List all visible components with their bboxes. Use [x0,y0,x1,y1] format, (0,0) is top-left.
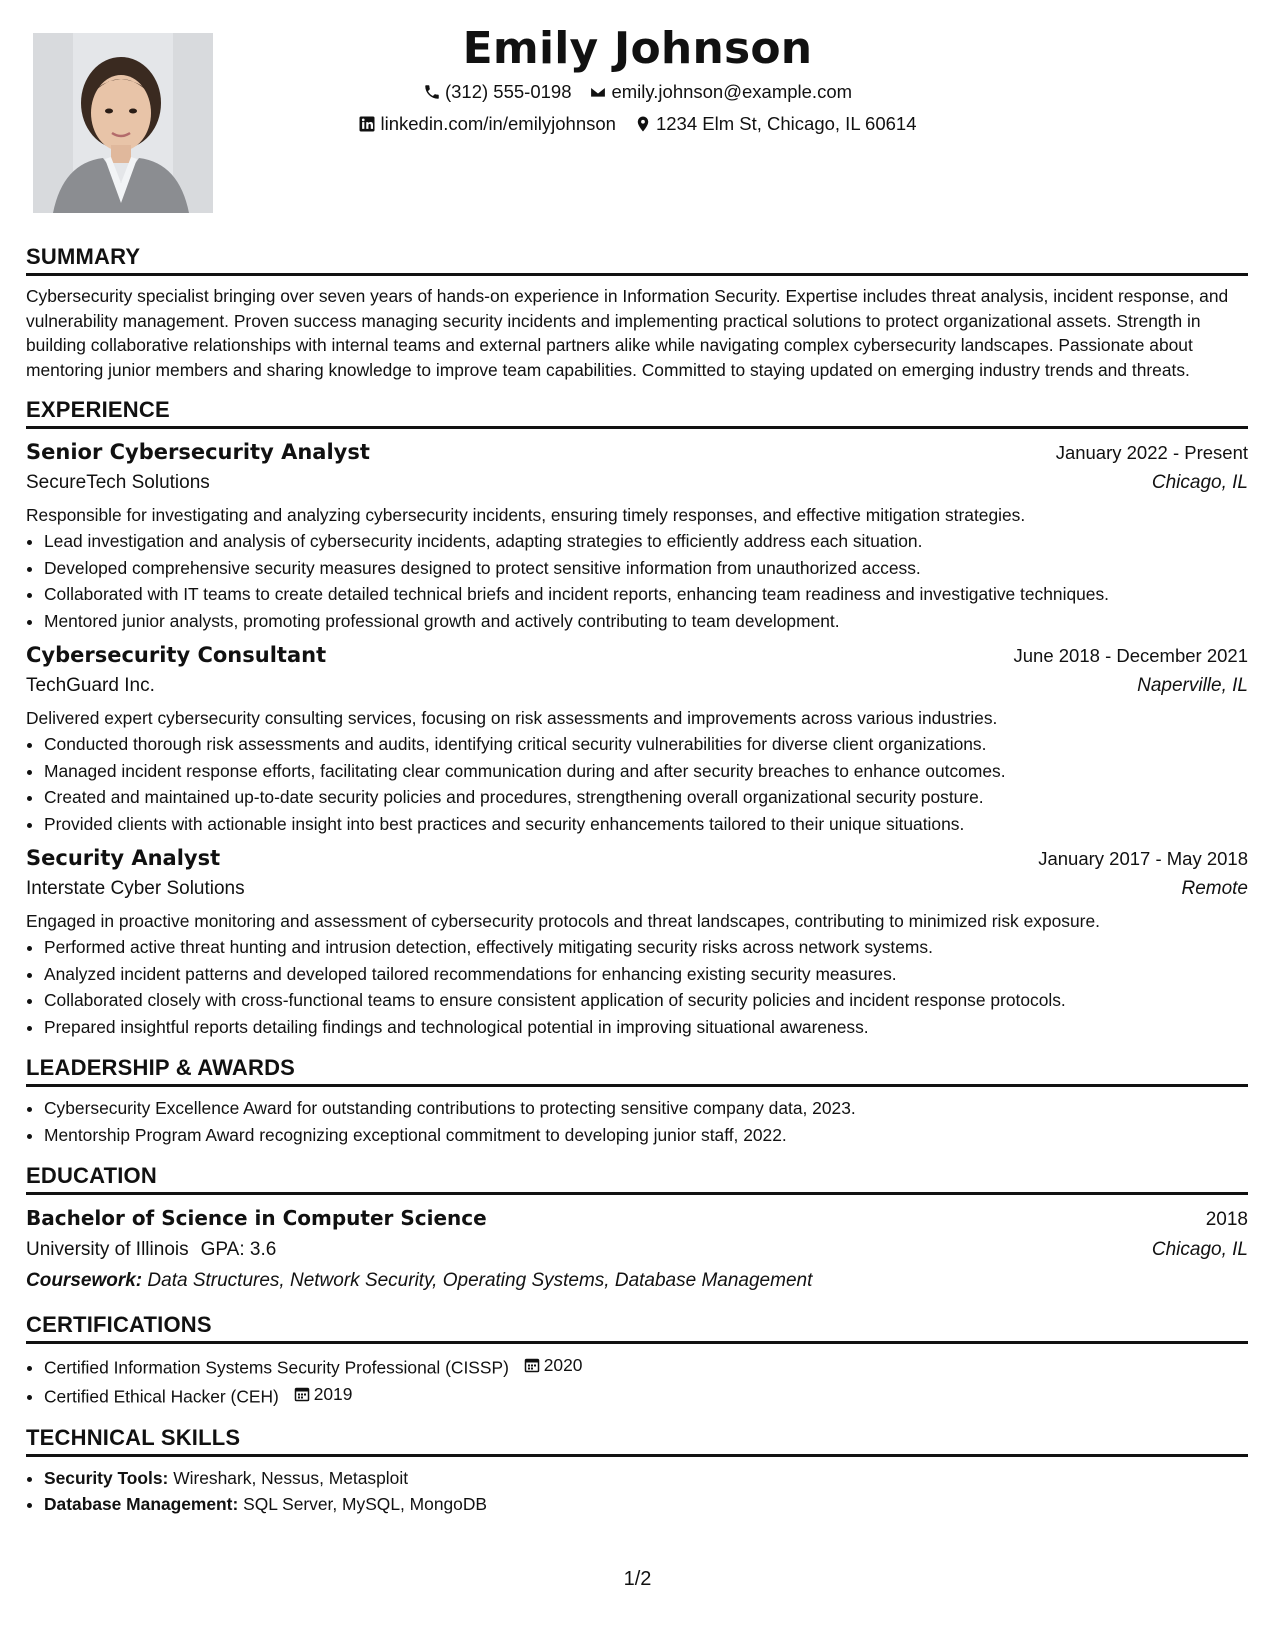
list-item [44,1491,1248,1518]
email-link[interactable]: emily.johnson@example.com [611,81,853,102]
list-item [44,1381,1248,1410]
job-header [26,640,1248,671]
job-dates: January 2022 - Present [1055,442,1248,463]
job-title: Cybersecurity Consultant [26,643,327,667]
school-info [26,1236,276,1264]
coursework-label: Coursework: [26,1270,143,1291]
skills-section [26,1424,1248,1518]
skill-values: SQL Server, MySQL, MongoDB [243,1494,487,1514]
section-title: EXPERIENCE [26,396,1248,429]
job-location: Remote [1181,878,1248,899]
list-item: • Developed comprehensive security measures designed to protect sensitive information from unauthorized access. [44,555,1248,582]
education-section [26,1162,1248,1297]
calendar-icon [524,1357,540,1373]
list-item: • Collaborated closely with cross-functional teams to ensure consistent application of security policies and incident response protocols. [44,987,1248,1014]
contact-row-2 [0,108,1275,140]
address-contact [634,108,917,140]
summary-section [26,243,1248,382]
section-title: SUMMARY [26,243,1248,276]
job-dates: January 2017 - May 2018 [1038,848,1248,869]
phone-contact [423,76,572,108]
certification-name: Certified Ethical Hacker (CEH) [44,1386,279,1406]
list-item [44,1352,1248,1381]
address-text: 1234 Elm St, Chicago, IL 60614 [655,113,917,134]
school-location: Chicago, IL [1151,1239,1248,1260]
job-subheader [26,874,1248,904]
contact-row-1 [0,76,1275,108]
certifications-section [26,1311,1248,1410]
gpa-text: GPA: 3.6 [200,1239,277,1260]
envelope-icon [589,83,607,101]
awards-list [26,1095,1248,1148]
skill-category: Security Tools: [44,1467,169,1488]
list-item: • Conducted thorough risk assessments and audits, identifying critical security vulnerabilities for diverse client organizations. [44,731,1248,758]
job-title: Senior Cybersecurity Analyst [26,440,370,464]
job-subheader [26,468,1248,498]
job-header [26,437,1248,468]
list-item: • Performed active threat hunting and intrusion detection, effectively mitigating security risks across network systems. [44,934,1248,961]
skill-values: Wireshark, Nessus, Metasploit [173,1467,409,1488]
job-location: Naperville, IL [1137,675,1248,696]
list-item [44,1465,1248,1492]
resume-content [26,243,1248,1532]
job-title: Security Analyst [26,846,221,870]
map-pin-icon [634,115,652,133]
list-item: • Managed incident response efforts, facilitating clear communication during and after security breaches to enhance outcomes. [44,758,1248,785]
job-description: Engaged in proactive monitoring and assessment of cybersecurity protocols and threat landscapes, contributing to minimized risk exposure. [26,911,1100,931]
skill-category: Database Management: [44,1494,239,1514]
certifications-list [26,1352,1248,1410]
phone-icon [423,83,441,101]
job-entry [26,640,1248,837]
job-bullets [26,528,1248,634]
job-header [26,843,1248,874]
section-title: CERTIFICATIONS [26,1311,1248,1344]
summary-text: Cybersecurity specialist bringing over seven years of hands-on experience in Information Security. Expertise includes threat analysis, incident response, and vulnerability management. Proven success managing security incidents and implementing practical solutions to protect organizational assets. Strength in building collaborative relationships with internal teams and external partners alike while navigating complex cybersecurity landscapes. Passionate about mentoring junior members and sharing knowledge to improve team capabilities. Committed to staying updated on emerging industry trends and threats. [26,286,1229,380]
skills-list [26,1465,1248,1518]
candidate-name: Emily Johnson [462,23,813,74]
list-item: • Prepared insightful reports detailing findings and technological potential in improving situational awareness. [44,1014,1248,1041]
job-dates: June 2018 - December 2021 [1013,645,1248,666]
job-company: SecureTech Solutions [26,472,210,493]
job-description: Responsible for investigating and analyzing cybersecurity incidents, ensuring timely responses, and effective mitigation strategies. [26,505,1026,525]
list-item: • Cybersecurity Excellence Award for outstanding contributions to protecting sensitive company data, 2023. [44,1095,1248,1122]
page-number: 1/2 [623,1568,652,1590]
linkedin-icon [358,115,376,133]
email-contact[interactable] [589,76,852,108]
job-company: TechGuard Inc. [26,675,155,696]
job-subheader [26,671,1248,701]
list-item: • Created and maintained up-to-date security policies and procedures, strengthening overall organizational security posture. [44,784,1248,811]
list-item: • Collaborated with IT teams to create detailed technical briefs and incident reports, enhancing team readiness and investigative techniques. [44,581,1248,608]
certification-year: 2019 [313,1383,353,1404]
list-item: • Analyzed incident patterns and developed tailored recommendations for enhancing existing security measures. [44,961,1248,988]
education-subheader [26,1235,1248,1265]
job-entry [26,843,1248,1040]
certification-date [294,1381,353,1408]
degree-title: Bachelor of Science in Computer Science [26,1206,487,1230]
linkedin-link[interactable]: linkedin.com/in/emilyjohnson [380,113,616,134]
section-title: LEADERSHIP & AWARDS [26,1054,1248,1087]
linkedin-contact[interactable] [358,108,615,140]
section-title: EDUCATION [26,1162,1248,1195]
list-item: • Lead investigation and analysis of cybersecurity incidents, adapting strategies to efficiently address each situation. [44,528,1248,555]
school-name: University of Illinois [26,1239,189,1260]
job-location: Chicago, IL [1151,472,1248,493]
certification-name: Certified Information Systems Security Professional (CISSP) [44,1357,509,1378]
certification-date [524,1352,583,1379]
phone-text: (312) 555-0198 [444,81,572,102]
graduation-year: 2018 [1205,1209,1248,1230]
job-entry [26,437,1248,634]
resume-header [0,22,1275,140]
job-description: Delivered expert cybersecurity consulting services, focusing on risk assessments and improvements across various industries. [26,708,998,728]
job-bullets [26,731,1248,837]
experience-section [26,396,1248,1040]
awards-section [26,1054,1248,1148]
job-company: Interstate Cyber Solutions [26,878,245,899]
coursework [26,1265,1248,1297]
coursework-text: Data Structures, Network Security, Operating Systems, Database Management [147,1270,813,1291]
list-item: • Mentored junior analysts, promoting professional growth and actively contributing to team development. [44,608,1248,635]
job-bullets [26,934,1248,1040]
certification-year: 2020 [543,1355,583,1375]
section-title: TECHNICAL SKILLS [26,1424,1248,1457]
list-item: • Mentorship Program Award recognizing exceptional commitment to developing junior staff, 2022. [44,1122,1248,1149]
calendar-icon [294,1386,310,1402]
education-header [26,1203,1248,1235]
list-item: • Provided clients with actionable insight into best practices and security enhancements tailored to their unique situations. [44,811,1248,838]
